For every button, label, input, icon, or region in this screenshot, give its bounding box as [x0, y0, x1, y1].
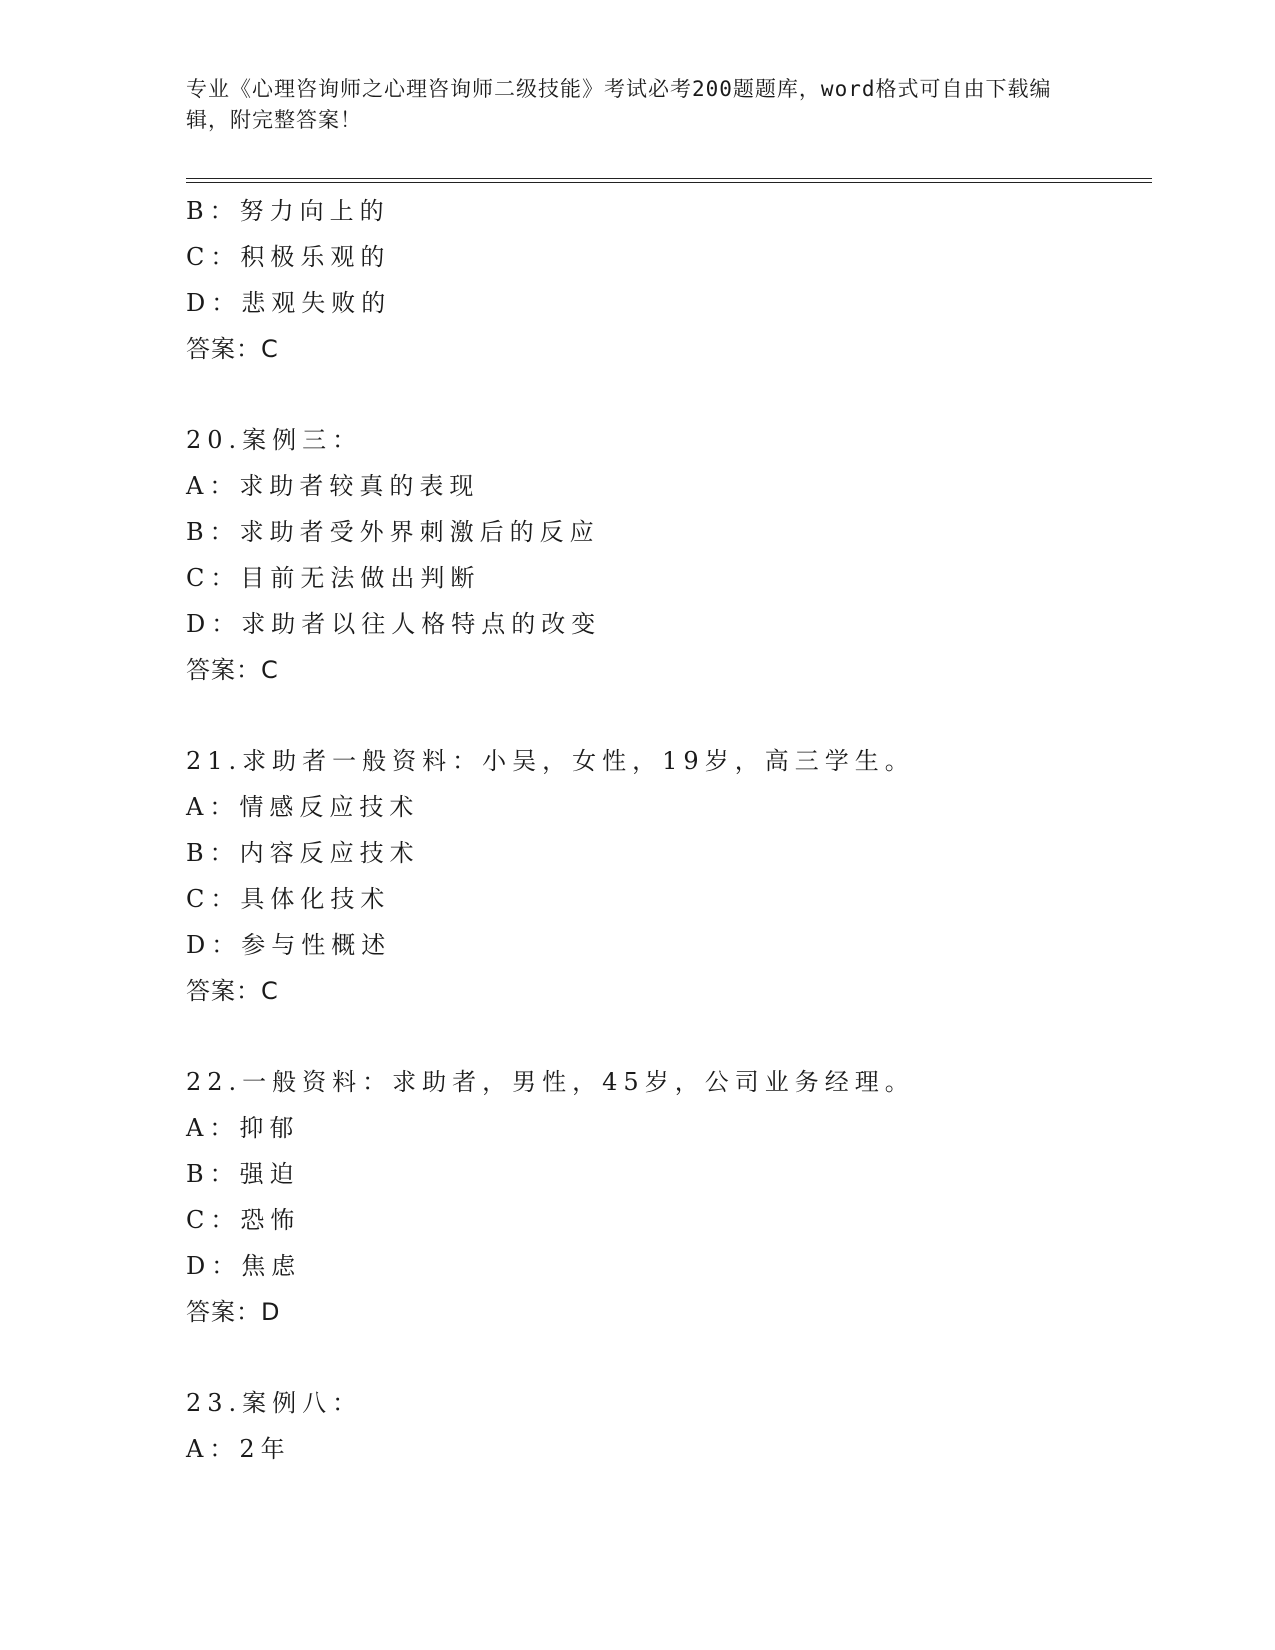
question-line: 23.案例八：	[186, 1389, 363, 1417]
header-divider	[186, 178, 1152, 183]
option-line: C：积极乐观的	[186, 243, 391, 271]
spacer	[186, 1014, 1146, 1059]
option-line: A：求助者较真的表现	[186, 472, 480, 500]
question-line: 20.案例三：	[186, 426, 363, 454]
spacer	[186, 693, 1146, 738]
answer-line: 答案：C	[186, 977, 279, 1005]
option-line: B：努力向上的	[186, 197, 390, 225]
option-line: B：求助者受外界刺激后的反应	[186, 518, 600, 546]
question-line: 22.一般资料：求助者，男性，45岁，公司业务经理。	[186, 1068, 915, 1096]
document-header: 专业《心理咨询师之心理咨询师二级技能》考试必考200题题库，word格式可自由下载编辑，附完整答案！	[186, 77, 1052, 132]
option-line: C：恐怖	[186, 1206, 301, 1234]
answer-line: 答案：D	[186, 1298, 281, 1326]
option-line: A：情感反应技术	[186, 793, 420, 821]
option-line: A：2年	[186, 1435, 291, 1463]
option-line: D：焦虑	[186, 1252, 302, 1280]
option-line: D：悲观失败的	[186, 289, 392, 317]
answer-line: 答案：C	[186, 335, 279, 363]
option-line: C：目前无法做出判断	[186, 564, 481, 592]
option-line: A：抑郁	[186, 1114, 300, 1142]
option-line: B：强迫	[186, 1160, 300, 1188]
option-line: D：求助者以往人格特点的改变	[186, 610, 602, 638]
spacer	[186, 372, 1146, 417]
answer-line: 答案：C	[186, 656, 279, 684]
option-line: D：参与性概述	[186, 931, 392, 959]
question-line: 21.求助者一般资料：小吴，女性，19岁，高三学生。	[186, 747, 915, 775]
spacer	[186, 1335, 1146, 1380]
option-line: B：内容反应技术	[186, 839, 420, 867]
option-line: C：具体化技术	[186, 885, 391, 913]
document-body	[186, 188, 1146, 1472]
